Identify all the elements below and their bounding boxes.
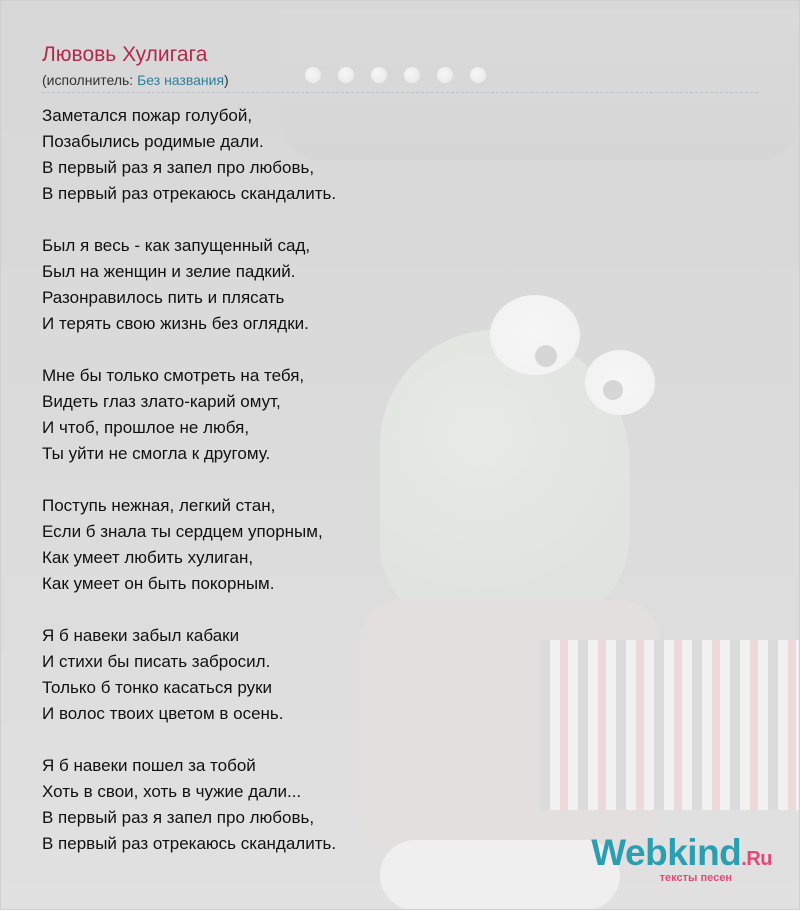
lyrics-line: В первый раз отрекаюсь скандалить. <box>42 184 337 203</box>
lyrics-line: Был на женщин и зелие падкий. <box>42 262 296 281</box>
logo-tld: .Ru <box>741 848 772 870</box>
artist-prefix: (исполнитель: <box>42 72 138 88</box>
artist-suffix: ) <box>224 72 229 88</box>
lyrics-line: Был я весь - как запущенный сад, <box>42 236 311 255</box>
lyrics-line: Как умеет любить хулиган, <box>42 548 254 567</box>
lyrics-line: И стихи бы писать забросил. <box>42 652 271 671</box>
lyrics-line: Я б навеки пошел за тобой <box>42 756 256 775</box>
lyrics-stanza <box>42 623 758 727</box>
logo-tagline: тексты песен <box>659 872 732 884</box>
lyrics-line: И чтоб, прошлое не любя, <box>42 418 250 437</box>
lyrics-line: В первый раз отрекаюсь скандалить. <box>42 834 337 853</box>
lyrics-stanza <box>42 493 758 597</box>
lyrics-line: Если б знала ты сердцем упорным, <box>42 522 323 541</box>
lyrics-stanza <box>42 233 758 337</box>
song-title: Лювовь Хулигага <box>42 43 208 66</box>
lyrics-line: Только б тонко касаться руки <box>42 678 273 697</box>
site-logo[interactable] <box>591 834 772 884</box>
lyrics-line: В первый раз я запел про любовь, <box>42 158 315 177</box>
artist-line <box>42 70 758 93</box>
lyrics-line: Мне бы только смотреть на тебя, <box>42 366 305 385</box>
lyrics-line: Я б навеки забыл кабаки <box>42 626 240 645</box>
lyrics-line: Как умеет он быть покорным. <box>42 574 275 593</box>
logo-name: Webkind <box>591 832 742 873</box>
lyrics-line: В первый раз я запел про любовь, <box>42 808 315 827</box>
lyrics-line: И волос твоих цветом в осень. <box>42 704 284 723</box>
lyrics-line: Видеть глаз злато-карий омут, <box>42 392 281 411</box>
lyrics-line: Позабылись родимые дали. <box>42 132 264 151</box>
lyrics <box>42 103 758 857</box>
lyrics-line: Хоть в свои, хоть в чужие дали... <box>42 782 302 801</box>
lyrics-line: Заметался пожар голубой, <box>42 106 253 125</box>
lyrics-stanza <box>42 103 758 207</box>
lyrics-line: Ты уйти не смогла к другому. <box>42 444 271 463</box>
lyrics-line: Разонравилось пить и плясать <box>42 288 285 307</box>
song-content <box>42 40 758 883</box>
lyrics-stanza <box>42 363 758 467</box>
artist-link[interactable]: Без названия <box>137 72 225 88</box>
lyrics-line: И терять свою жизнь без оглядки. <box>42 314 309 333</box>
lyrics-line: Поступь нежная, легкий стан, <box>42 496 276 515</box>
